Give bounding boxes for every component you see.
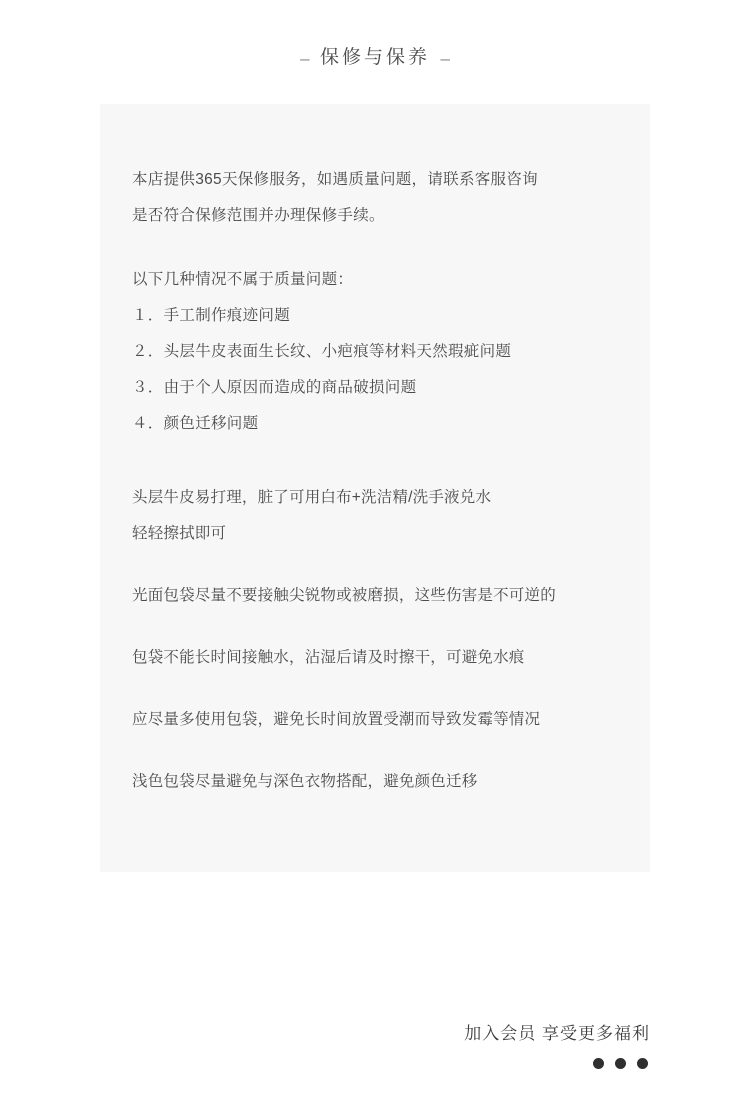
list-item: １．手工制作痕迹问题 xyxy=(132,307,291,324)
page-header xyxy=(0,0,750,69)
dots-indicator xyxy=(0,1058,650,1069)
warranty-paragraph xyxy=(132,162,618,234)
list-item: ４．颜色迁移问题 xyxy=(132,415,259,432)
care-line: 头层牛皮易打理，脏了可用白布+洗洁精/洗手液兑水 xyxy=(132,489,492,506)
content-card xyxy=(100,104,650,872)
care-line: 应尽量多使用包袋，避免长时间放置受潮而导致发霉等情况 xyxy=(132,711,541,728)
care-block xyxy=(132,480,618,552)
care-line: 包袋不能长时间接触水，沾湿后请及时擦干，可避免水痕 xyxy=(132,649,525,666)
dot-icon xyxy=(593,1058,604,1069)
exclusions-title: 以下几种情况不属于质量问题： xyxy=(132,271,354,288)
membership-cta-text: 加入会员 享受更多福利 xyxy=(464,1024,650,1043)
spacer-1 xyxy=(132,234,618,262)
header-dash-left: – xyxy=(300,48,310,68)
content-card-inner xyxy=(100,104,650,800)
spacer-2 xyxy=(132,442,618,480)
care-line: 轻轻擦拭即可 xyxy=(132,525,227,542)
list-item: ３．由于个人原因而造成的商品破损问题 xyxy=(132,379,417,396)
care-line: 光面包袋尽量不要接触尖锐物或被磨损，这些伤害是不可逆的 xyxy=(132,587,556,604)
dot-icon xyxy=(637,1058,648,1069)
exclusions-section xyxy=(132,262,618,442)
care-block xyxy=(132,640,618,676)
page-title: 保修与保养 xyxy=(319,47,430,68)
care-block xyxy=(132,578,618,614)
page-footer xyxy=(0,1019,750,1069)
list-item: ２．头层牛皮表面生长纹、小疤痕等材料天然瑕疵问题 xyxy=(132,343,512,360)
care-block xyxy=(132,764,618,800)
care-block xyxy=(132,702,618,738)
care-line: 浅色包袋尽量避免与深色衣物搭配，避免颜色迁移 xyxy=(132,773,478,790)
warranty-line-2: 是否符合保修范围并办理保修手续。 xyxy=(132,207,385,224)
dot-icon xyxy=(615,1058,626,1069)
header-dash-right: – xyxy=(440,48,450,68)
warranty-line-1: 本店提供365天保修服务，如遇质量问题，请联系客服咨询 xyxy=(132,171,538,188)
